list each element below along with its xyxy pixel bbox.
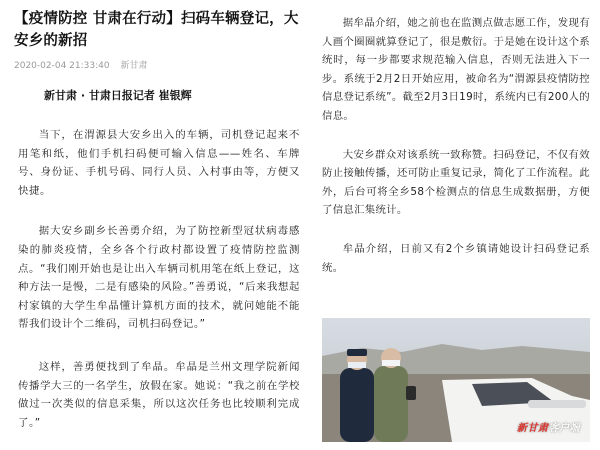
paragraph-left-3: 这样，善勇便找到了牟晶。牟晶是兰州文理学院新闻传播学大三的一名学生，放假在家。她说：“我之前在学校做过一次类似的信息采集，所以这次任务也比较顺利完成了。” [18,360,300,429]
watermark-suffix: 客户端 [548,423,580,434]
watermark-brand: 新甘肃 [517,423,549,434]
paragraph-right-1: 据牟晶介绍，她之前也在监测点做志愿工作，发现有人画个圈圈就算登记了，很是敷衍。于是她在设计这个系统时，每一步都要求规范输入信息，否则无法进入下一步。系统于2月2日开始应用，被命名为“渭源县疫情防控信息登记系统”。截至2月3日19时，系统内已有200人的信息。 [322,17,590,122]
article-photo [322,318,590,442]
article-meta [14,60,300,72]
paragraph-right-2: 大安乡群众对该系统一致称赞。扫码登记，不仅有效防止接触传播，还可防止重复记录，简化了工作流程。此外，后台可将全乡58个检测点的信息生成数据册，方便了信息汇集统计。 [322,148,590,217]
paragraph-left-1: 当下，在渭源县大安乡出入的车辆，司机登记起来不用笔和纸，他们手机扫码便可输入信息——姓名、车牌号、身份证、手机号码、同行人员、入村事由等，方便又快捷。 [18,129,300,197]
right-column [322,0,590,277]
paragraph-left-2: 据大安乡副乡长善勇介绍，为了防控新型冠状病毒感染的肺炎疫情，全乡各个行政村都设置了疫情防控监测点。“我们刚开始也是让出入车辆司机用笔在纸上登记，这种方法一是慢，二是有感染的风险。”善勇说，“后来我想起村家镇的大学生牟晶懂计算机方面的技术，就问她能不能帮我们设计个二维码，司机扫码登记。” [18,225,300,331]
left-column [14,0,300,432]
article-byline: 新甘肃 · 甘肃日报记者 崔银辉 [44,89,192,102]
publish-datetime: 2020-02-04 21:33:40 [14,61,110,71]
article-headline: 【疫情防控 甘肃在行动】扫码车辆登记，大安乡的新招 [14,11,299,49]
article-source: 新甘肃 [120,61,148,71]
photo-watermark [517,419,580,434]
paragraph-right-3: 牟晶介绍，日前又有2个乡镇请她设计扫码登记系统。 [322,242,590,274]
